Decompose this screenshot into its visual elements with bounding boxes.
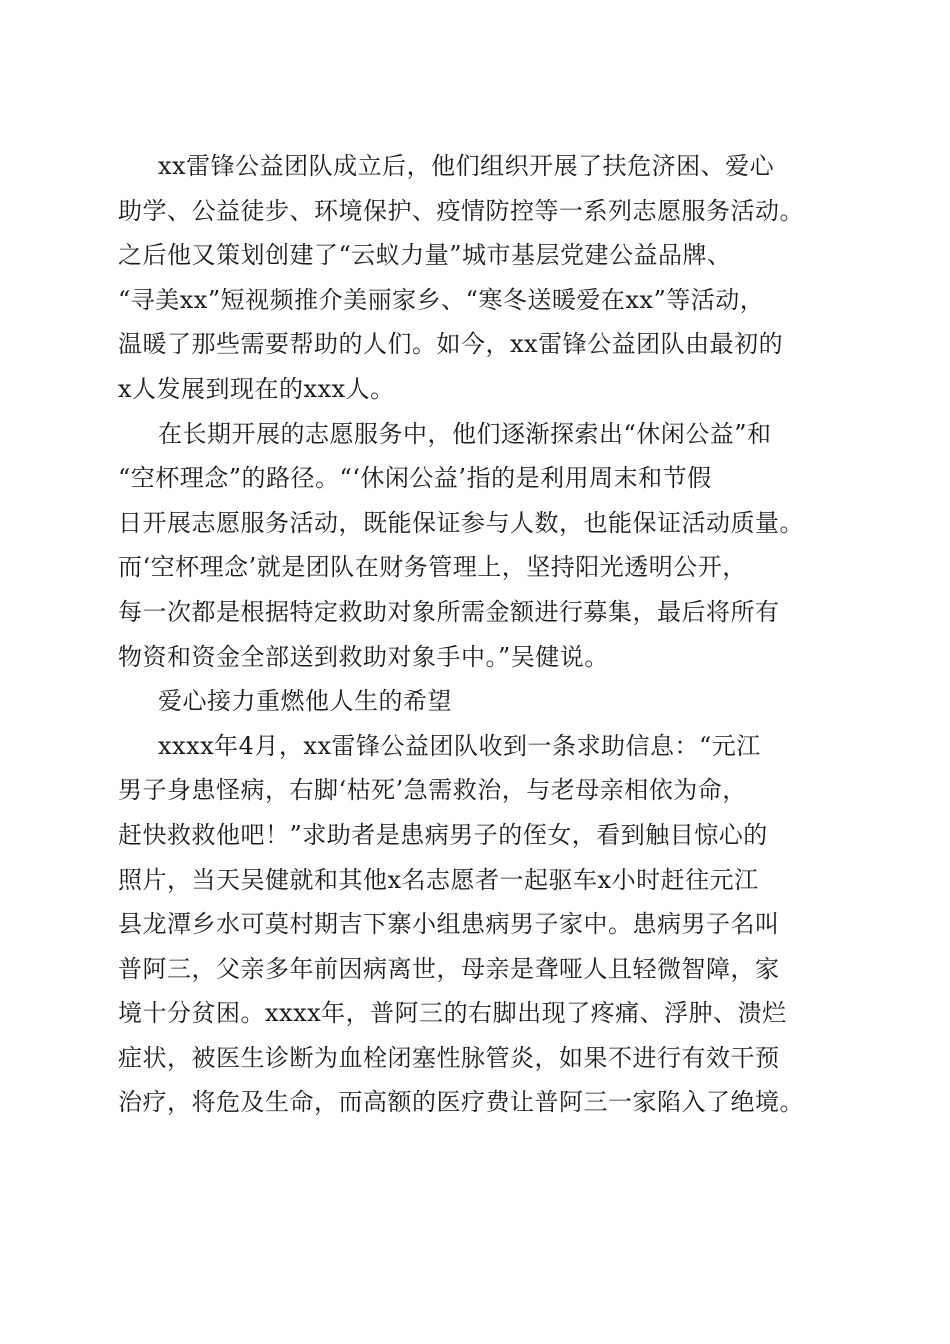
- text-line: 症状，被医生诊断为血栓闭塞性脉管炎，如果不进行有效干预: [118, 1043, 780, 1072]
- paragraph-1: [118, 144, 838, 412]
- paragraph-2: [118, 412, 838, 680]
- paragraph-4: [118, 724, 838, 1125]
- text-line: 日开展志愿服务活动，既能保证参与人数，也能保证活动质量。: [118, 508, 804, 537]
- text-line: 男子身患怪病，右脚‘枯死’急需救治，与老母亲相依为命，: [118, 776, 747, 805]
- text-line: 在长期开展的志愿服务中，他们逐渐探索出“休闲公益”和: [158, 419, 772, 448]
- text-line: 普阿三，父亲多年前因病离世，母亲是聋哑人且轻微智障，家: [118, 954, 780, 983]
- text-line: “寻美xx”短视频推介美丽家乡、“寒冬送暖爱在xx”等活动，: [118, 285, 765, 314]
- text-line: 县龙潭乡水可莫村期吉下寨小组患病男子家中。患病男子名叫: [118, 910, 780, 939]
- text-line: 治疗，将危及生命，而高额的医疗费让普阿三一家陷入了绝境。: [118, 1088, 804, 1117]
- text-line: 温暖了那些需要帮助的人们。如今，xx雷锋公益团队由最初的: [118, 330, 784, 359]
- text-line: 物资和资金全部送到救助对象手中。”吴健说。: [118, 642, 609, 671]
- text-line: 之后他又策划创建了“云蚁力量”城市基层党建公益品牌、: [118, 241, 732, 270]
- text-line: 每一次都是根据特定救助对象所需金额进行募集，最后将所有: [118, 597, 780, 626]
- heading-text: 爱心接力重燃他人生的希望: [158, 687, 452, 716]
- document-page: [118, 144, 838, 1125]
- text-line: xx雷锋公益团队成立后，他们组织开展了扶危济困、爱心: [158, 152, 775, 180]
- text-line: 助学、公益徒步、环境保护、疫情防控等一系列志愿服务活动。: [118, 196, 804, 225]
- text-line: 而‘空杯理念’就是团队在财务管理上，坚持阳光透明公开，: [118, 553, 747, 582]
- text-line: 照片，当天吴健就和其他x名志愿者一起驱车x小时赶往元江: [118, 865, 759, 894]
- text-line: xxxx年4月，xx雷锋公益团队收到一条求助信息：“元江: [158, 731, 761, 760]
- section-heading: [118, 679, 838, 724]
- text-line: “空杯理念”的路径。“‘休闲公益’指的是利用周末和节假: [118, 464, 712, 493]
- text-line: x人发展到现在的xxx人。: [118, 374, 395, 403]
- text-line: 境十分贫困。xxxx年，普阿三的右脚出现了疼痛、浮肿、溃烂: [118, 999, 787, 1028]
- text-line: 赶快救救他吧！”求助者是患病男子的侄女，看到触目惊心的: [118, 820, 768, 849]
